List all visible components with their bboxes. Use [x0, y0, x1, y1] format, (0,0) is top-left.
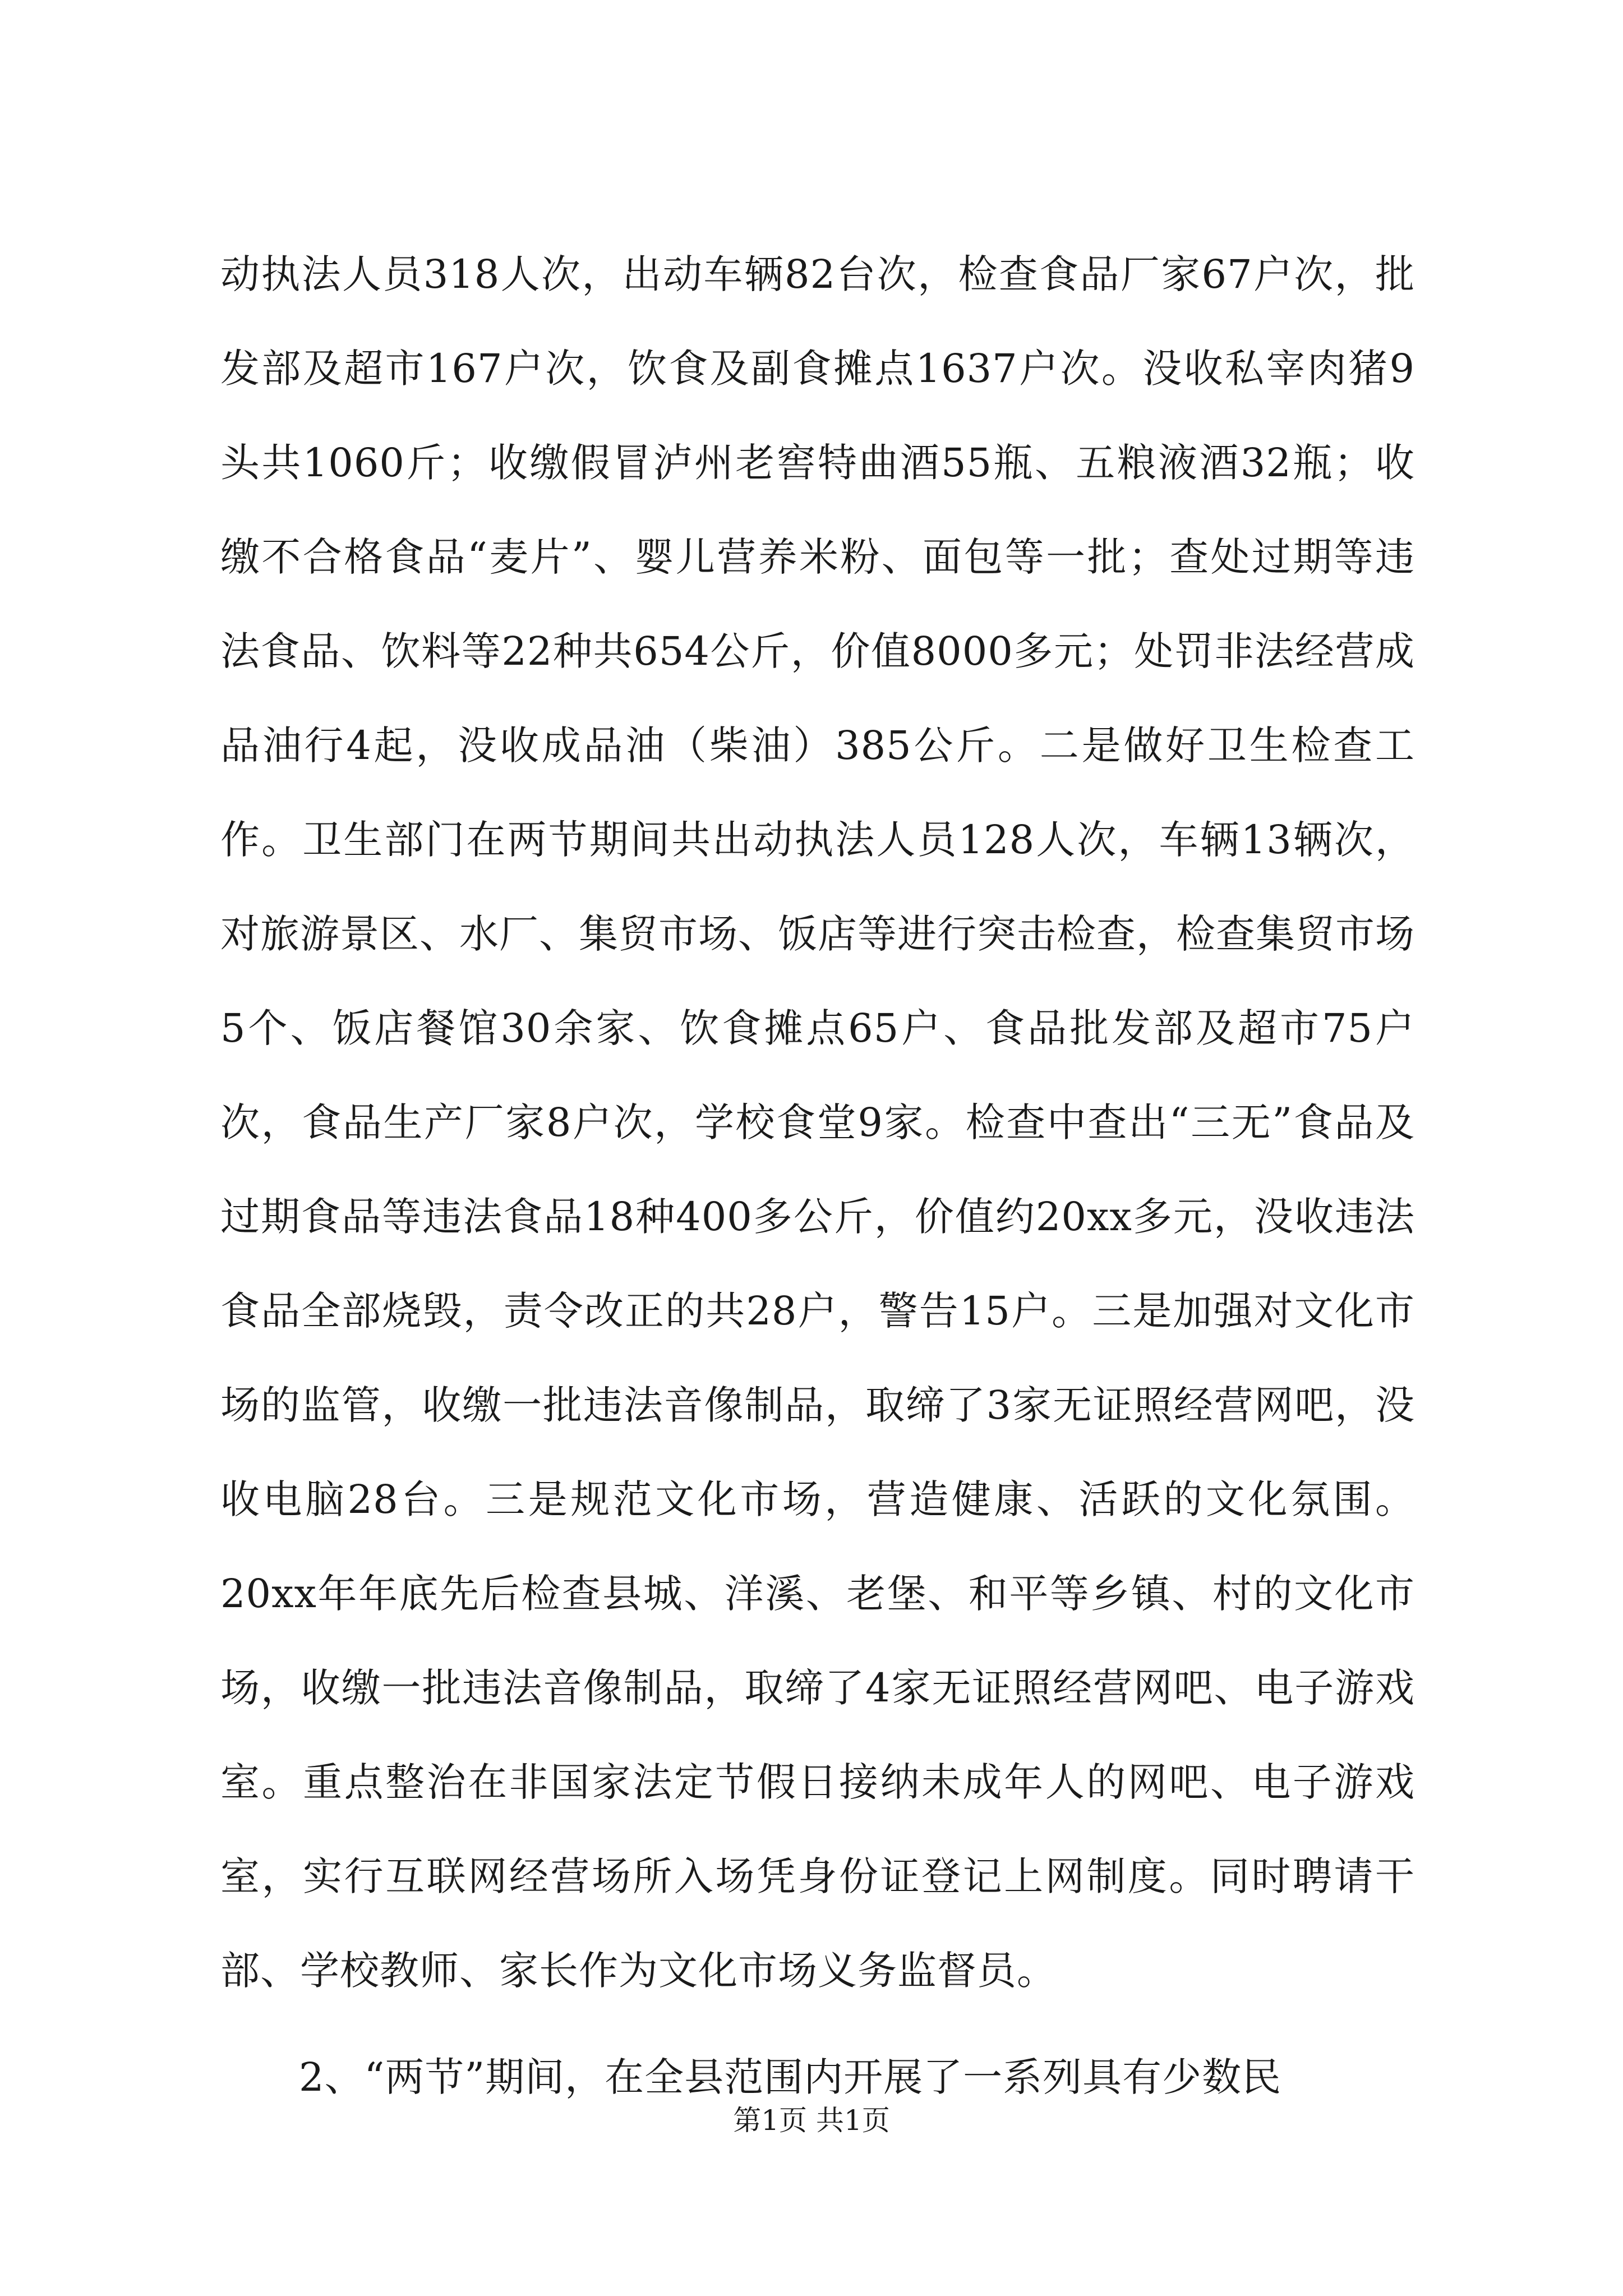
paragraph-2: 2、“两节”期间，在全县范围内开展了一系列具有少数民 [299, 2054, 1282, 2100]
page-footer: 第1页 共1页 [733, 2104, 890, 2137]
document-body [220, 227, 1415, 2124]
paragraph-1: 动执法人员318人次，出动车辆82台次，检查食品厂家67户次，批发部及超市167户次，饮食及副食摊点1637户次。没收私宰肉猪9头共1060斤；收缴假冒泸州老窖特曲酒55瓶、五粮液酒32瓶；收缴不合格食品“麦片”、婴儿营养米粉、面包等一批；查处过期等违法食品、饮料等22种共654公斤，价值8000多元；处罚非法经营成品油行4起，没收成品油（柴油）385公斤。二是做好卫生检查工作。卫生部门在两节期间共出动执法人员128人次，车辆13辆次，对旅游景区、水厂、集贸市场、饭店等进行突击检查，检查集贸市场5个、饭店餐馆30余家、饮食摊点65户、食品批发部及超市75户次，食品生产厂家8户次，学校食堂9家。检查中查出“三无”食品及过期食品等违法食品18种400多公斤，价值约20xx多元，没收违法食品全部烧毁，责令改正的共28户，警告15户。三是加强对文化市场的监管，收缴一批违法音像制品，取缔了3家无证照经营网吧，没收电脑28台。三是规范文化市场，营造健康、活跃的文化氛围。20xx年年底先后检查县城、洋溪、老堡、和平等乡镇、村的文化市场，收缴一批违法音像制品，取缔了4家无证照经营网吧、电子游戏室。重点整治在非国家法定节假日接纳未成年人的网吧、电子游戏室，实行互联网经营场所入场凭身份证登记上网制度。同时聘请干部、学校教师、家长作为文化市场义务监督员。 [220, 251, 1415, 1994]
